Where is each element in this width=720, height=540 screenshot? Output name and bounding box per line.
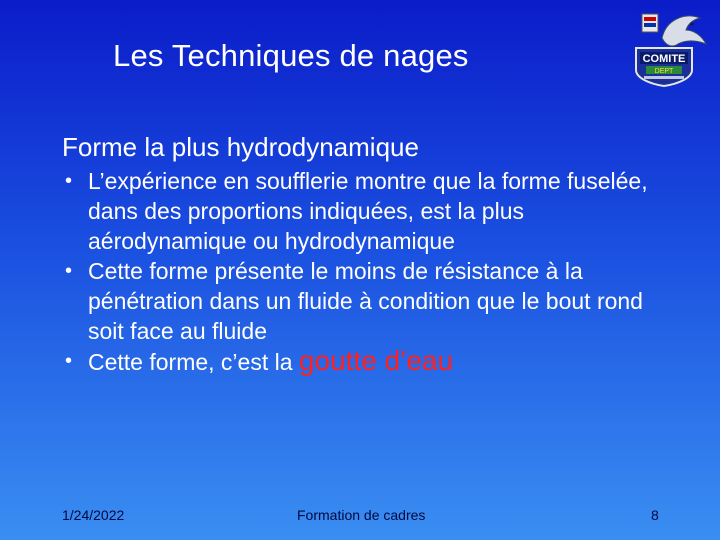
footer-title: Formation de cadres xyxy=(297,507,426,523)
slide-title: Les Techniques de nages xyxy=(113,38,469,73)
footer-date: 1/24/2022 xyxy=(62,507,125,523)
bullet-dot-icon: • xyxy=(65,350,73,372)
subheading: Forme la plus hydrodynamique xyxy=(62,132,419,162)
bullet-item xyxy=(62,166,682,256)
bullet-dot-icon: • xyxy=(65,170,73,192)
bullet-text: Cette forme présente le moins de résistance à la pénétration dans un fluide à condition que le bout rond soit face au fluide xyxy=(88,258,643,344)
bullet-text: L’expérience en soufflerie montre que la forme fuselée, dans des proportions indiquées, est la plus aérodynamique ou hydrodynamique xyxy=(88,168,648,254)
bullet-text: Cette forme, c’est la xyxy=(88,349,299,375)
dolphin-logo-icon xyxy=(622,8,710,88)
comite-logo xyxy=(622,8,710,88)
bullet-item xyxy=(62,346,682,377)
emphasis-text: goutte d’eau xyxy=(298,345,454,376)
logo-text-dept: DEPT xyxy=(654,68,674,75)
logo-text-main: COMITE xyxy=(642,53,686,65)
bullet-list xyxy=(62,166,682,377)
page-number: 8 xyxy=(651,507,659,523)
bullet-item xyxy=(62,256,682,346)
bullet-dot-icon: • xyxy=(65,260,73,282)
